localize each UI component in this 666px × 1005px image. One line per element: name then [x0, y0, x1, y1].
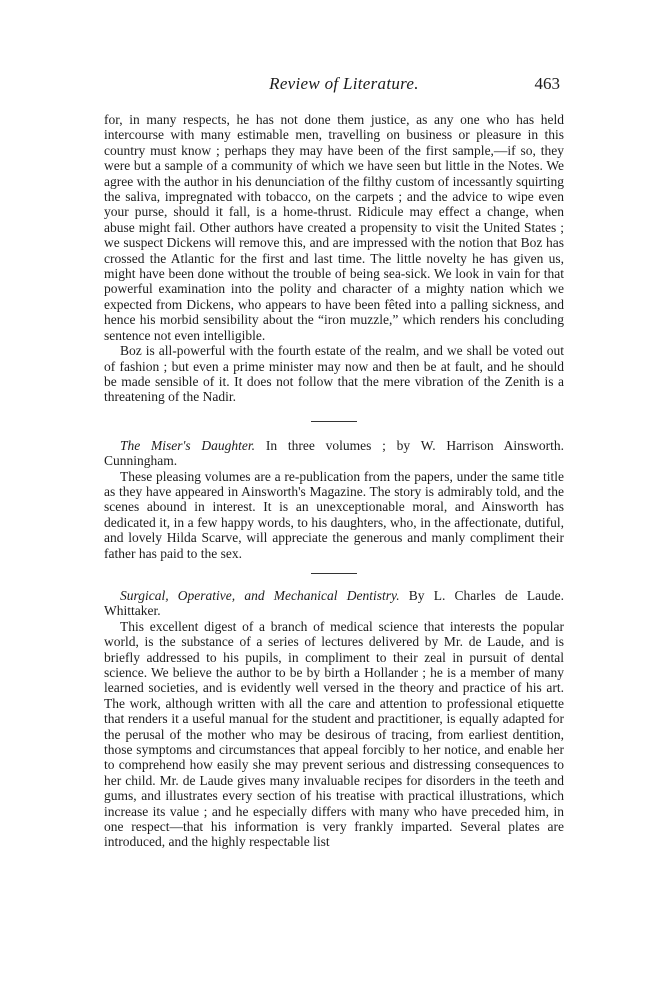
review-continuation: [104, 112, 564, 405]
book-details: In three volumes ; by W. Harrison Ainsworth. Cunningham.: [104, 437, 564, 469]
book-page: [104, 74, 564, 850]
book-title: Surgical, Operative, and Mechanical Dentistry.: [120, 587, 400, 603]
review-heading: [104, 588, 564, 619]
running-title: Review of Literature.: [269, 74, 419, 93]
book-title: The Miser's Daughter.: [120, 437, 256, 453]
paragraph: Boz is all-powerful with the fourth estate of the realm, and we shall be voted out of fashion ; but even a prime minister may now and then be at fault, and he should be made sensible of it. It does not follow that the mere vibration of the Zenith is a threatening of the Nadir.: [104, 343, 564, 405]
page-body: [104, 112, 564, 850]
book-details: By L. Charles de Laude. Whittaker.: [104, 587, 565, 619]
review-heading: [104, 438, 564, 469]
section-divider: [311, 573, 357, 574]
running-head: [104, 74, 564, 104]
paragraph: for, in many respects, he has not done them justice, as any one who has held intercourse with many estimable men, travelling on business or pleasure in this country must know ; perhaps they may have been of the first sample,—if so, they were but a sample of a community of which we have seen but little in the Notes. We agree with the author in his denunciation of the filthy custom of incessantly squirting the saliva, impregnated with tobacco, on the carpets ; and the advice to wipe even your purse, should it fall, is a home-thrust. Ridicule may effect a change, when abuse might fail. Other authors have created a propensity to visit the United States ; we suspect Dickens will remove this, and are impressed with the notion that Boz has crossed the Atlantic for the first and last time. The little novelty he has given us, might have been done without the trouble of being sea-sick. We look in vain for that powerful examination into the polity and character of a mighty nation which we expected from Dickens, who appears to have been fêted into a palling sickness, and hence his morbid sensibility about the “iron muzzle,” which renders his concluding sentence not even intelligible.: [104, 112, 564, 343]
paragraph: These pleasing volumes are a re-publication from the papers, under the same title as they have appeared in Ainsworth's Magazine. The story is admirably told, and the scenes abound in interest. It is an unexceptionable moral, and Ainsworth has dedicated it, in a few happy words, to his daughters, who, in the affectionate, dutiful, and lovely Hilda Scarve, will appreciate the generous and manly compliment their father has paid to the sex.: [104, 468, 564, 561]
review-dentistry: [104, 588, 564, 850]
paragraph: This excellent digest of a branch of medical science that interests the popular world, is the substance of a series of lectures delivered by Mr. de Laude, and is briefly addressed to his pupils, in compliment to their zeal in pursuit of dental science. We believe the author to be by birth a Hollander ; he is a member of many learned societies, and is evidently well versed in the theory and practice of his art. The work, although written with all the care and attention to professional etiquette that renders it a useful manual for the student and practitioner, is equally adapted for the perusal of the mother who may be desirous of tracing, from earliest dentition, those symptoms and circumstances that appeal forcibly to her notice, and enable her to comprehend how easily she may prevent serious and distressing consequences to her child. Mr. de Laude gives many invaluable recipes for disorders in the teeth and gums, and illustrates every section of his treatise with practical illustrations, which increase its value ; and he especially differs with many who have preceded him, in one respect—that his information is very frankly imparted. Several plates are introduced, and the highly respectable list: [104, 618, 564, 850]
page-number: 463: [534, 74, 560, 93]
review-misers-daughter: [104, 438, 564, 561]
section-divider: [311, 421, 357, 422]
